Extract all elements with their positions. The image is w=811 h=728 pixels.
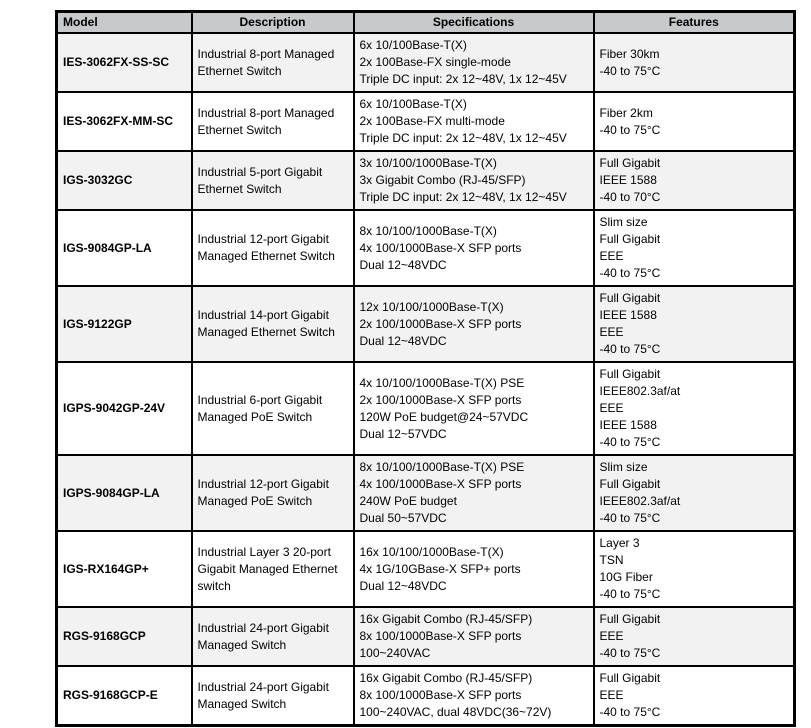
table-row xyxy=(57,666,795,726)
specification-line: Dual 12~48VDC xyxy=(359,578,447,593)
features-cell xyxy=(594,362,795,455)
specification-line: 100~240VAC, dual 48VDC(36~72V) xyxy=(359,705,552,719)
feature-line: Full Gigabit xyxy=(599,291,661,305)
product-spec-table-container xyxy=(55,10,796,727)
feature-line: EEE xyxy=(599,401,624,415)
model-cell: IGS-RX164GP+ xyxy=(57,531,192,607)
specification-line: 8x 100/1000Base-X SFP ports xyxy=(359,688,522,702)
description-cell xyxy=(192,362,354,455)
feature-line: Fiber 2km xyxy=(599,105,653,120)
feature-line: Full Gigabit xyxy=(599,612,661,626)
column-header-model: Model xyxy=(57,12,192,34)
table-row xyxy=(57,286,795,362)
description-text: Industrial 12-port Gigabit Managed Ethernet Switch xyxy=(197,232,335,263)
features-cell xyxy=(594,92,795,151)
feature-line: IEEE802.3af/at xyxy=(599,494,681,508)
specification-line: Triple DC input: 2x 12~48V, 1x 12~45V xyxy=(359,190,567,204)
feature-line: -40 to 75°C xyxy=(599,63,661,78)
specification-line: Dual 12~48VDC xyxy=(359,257,447,272)
description-cell xyxy=(192,286,354,362)
description-cell xyxy=(192,210,354,286)
model-cell: RGS-9168GCP xyxy=(57,607,192,666)
feature-line: IEEE 1588 xyxy=(599,173,657,187)
description-cell xyxy=(192,666,354,726)
model-cell: RGS-9168GCP-E xyxy=(57,666,192,726)
model-cell: IGS-3032GC xyxy=(57,151,192,210)
features-cell xyxy=(594,455,795,531)
feature-line: -40 to 75°C xyxy=(599,342,661,356)
features-cell xyxy=(594,607,795,666)
feature-line: IEEE 1588 xyxy=(599,308,657,322)
header-row xyxy=(57,12,795,34)
feature-line: -40 to 75°C xyxy=(599,511,661,525)
table-row xyxy=(57,92,795,151)
model-cell: IES-3062FX-MM-SC xyxy=(57,92,192,151)
feature-line: Fiber 30km xyxy=(599,46,660,61)
feature-line: Full Gigabit xyxy=(599,232,661,246)
feature-line: Full Gigabit xyxy=(599,477,661,491)
specification-line: Dual 50~57VDC xyxy=(359,511,447,525)
specification-line: 12x 10/100/1000Base-T(X) xyxy=(359,299,504,314)
description-text: Industrial 24-port Gigabit Managed Switch xyxy=(197,620,329,652)
specification-line: 8x 100/1000Base-X SFP ports xyxy=(359,629,522,643)
table-row xyxy=(57,210,795,286)
description-text: Industrial 8-port Managed Ethernet Switch xyxy=(197,46,335,78)
description-cell xyxy=(192,33,354,92)
table-row xyxy=(57,151,795,210)
column-header-description: Description xyxy=(192,12,354,34)
description-text: Industrial Layer 3 20-port Gigabit Managed Ethernet switch xyxy=(197,544,338,593)
feature-line: -40 to 75°C xyxy=(599,266,661,280)
feature-line: Layer 3 xyxy=(599,536,640,550)
table-row xyxy=(57,455,795,531)
specification-line: 4x 10/100/1000Base-T(X) PSE xyxy=(359,375,525,390)
model-cell: IGS-9084GP-LA xyxy=(57,210,192,286)
specifications-cell xyxy=(354,531,594,607)
features-cell xyxy=(594,33,795,92)
table-body xyxy=(57,33,795,726)
table-row xyxy=(57,607,795,666)
specifications-cell xyxy=(354,33,594,92)
specification-line: 4x 100/1000Base-X SFP ports xyxy=(359,477,522,491)
feature-line: Slim size xyxy=(599,460,648,474)
features-cell xyxy=(594,286,795,362)
specification-line: 3x Gigabit Combo (RJ-45/SFP) xyxy=(359,173,526,187)
specification-line: Triple DC input: 2x 12~48V, 1x 12~45V xyxy=(359,72,567,86)
specification-line: 2x 100Base-FX multi-mode xyxy=(359,114,505,128)
feature-line: -40 to 70°C xyxy=(599,190,661,204)
product-spec-table xyxy=(55,10,796,727)
feature-line: Full Gigabit xyxy=(599,367,661,381)
table-row xyxy=(57,362,795,455)
specification-line: 100~240VAC xyxy=(359,646,431,660)
specification-line: Dual 12~57VDC xyxy=(359,426,447,441)
specification-line: 2x 100/1000Base-X SFP ports xyxy=(359,392,522,407)
specification-line: 3x 10/100/1000Base-T(X) xyxy=(359,156,497,170)
specifications-cell xyxy=(354,455,594,531)
specifications-cell xyxy=(354,151,594,210)
model-cell: IES-3062FX-SS-SC xyxy=(57,33,192,92)
feature-line: -40 to 75°C xyxy=(599,122,661,137)
description-text: Industrial 24-port Gigabit Managed Switch xyxy=(197,679,329,711)
specifications-cell xyxy=(354,286,594,362)
feature-line: EEE xyxy=(599,629,624,643)
specification-line: 16x Gigabit Combo (RJ-45/SFP) xyxy=(359,612,533,626)
specification-line: 2x 100/1000Base-X SFP ports xyxy=(359,316,522,331)
model-cell: IGPS-9084GP-LA xyxy=(57,455,192,531)
description-text: Industrial 12-port Gigabit Managed PoE Switch xyxy=(197,477,329,508)
specification-line: Triple DC input: 2x 12~48V, 1x 12~45V xyxy=(359,131,567,145)
feature-line: Slim size xyxy=(599,215,648,229)
description-text: Industrial 14-port Gigabit Managed Ethernet Switch xyxy=(197,308,335,339)
description-text: Industrial 8-port Managed Ethernet Switch xyxy=(197,105,335,137)
features-cell xyxy=(594,666,795,726)
specifications-cell xyxy=(354,210,594,286)
model-cell: IGPS-9042GP-24V xyxy=(57,362,192,455)
description-cell xyxy=(192,92,354,151)
description-cell xyxy=(192,607,354,666)
feature-line: IEEE 1588 xyxy=(599,418,657,432)
feature-line: -40 to 75°C xyxy=(599,705,661,719)
specification-line: 6x 10/100Base-T(X) xyxy=(359,97,467,111)
description-cell xyxy=(192,455,354,531)
feature-line: -40 to 75°C xyxy=(599,435,661,449)
table-row xyxy=(57,33,795,92)
description-cell xyxy=(192,531,354,607)
specifications-cell xyxy=(354,362,594,455)
specifications-cell xyxy=(354,92,594,151)
specification-line: Dual 12~48VDC xyxy=(359,333,447,348)
feature-line: TSN xyxy=(599,553,624,567)
feature-line: Full Gigabit xyxy=(599,156,661,170)
specifications-cell xyxy=(354,607,594,666)
table-header xyxy=(57,12,795,34)
feature-line: EEE xyxy=(599,325,624,339)
specification-line: 6x 10/100Base-T(X) xyxy=(359,38,467,52)
description-cell xyxy=(192,151,354,210)
specification-line: 8x 10/100/1000Base-T(X) PSE xyxy=(359,460,525,474)
feature-line: IEEE802.3af/at xyxy=(599,384,681,398)
specification-line: 8x 10/100/1000Base-T(X) xyxy=(359,223,497,238)
specification-line: 16x 10/100/1000Base-T(X) xyxy=(359,544,504,559)
specification-line: 4x 1G/10GBase-X SFP+ ports xyxy=(359,561,521,576)
feature-line: -40 to 75°C xyxy=(599,646,661,660)
features-cell xyxy=(594,531,795,607)
description-text: Industrial 6-port Gigabit Managed PoE Switch xyxy=(197,392,323,424)
feature-line: 10G Fiber xyxy=(599,570,653,584)
specification-line: 16x Gigabit Combo (RJ-45/SFP) xyxy=(359,671,533,685)
features-cell xyxy=(594,210,795,286)
specification-line: 120W PoE budget@24~57VDC xyxy=(359,409,529,424)
features-cell xyxy=(594,151,795,210)
feature-line: Full Gigabit xyxy=(599,671,661,685)
column-header-specifications: Specifications xyxy=(354,12,594,34)
specification-line: 4x 100/1000Base-X SFP ports xyxy=(359,240,522,255)
specifications-cell xyxy=(354,666,594,726)
table-row xyxy=(57,531,795,607)
column-header-features: Features xyxy=(594,12,795,34)
feature-line: EEE xyxy=(599,688,624,702)
specification-line: 240W PoE budget xyxy=(359,494,457,508)
description-text: Industrial 5-port Gigabit Ethernet Switch xyxy=(197,164,323,196)
model-cell: IGS-9122GP xyxy=(57,286,192,362)
specification-line: 2x 100Base-FX single-mode xyxy=(359,55,511,69)
feature-line: -40 to 75°C xyxy=(599,587,661,601)
feature-line: EEE xyxy=(599,249,624,263)
